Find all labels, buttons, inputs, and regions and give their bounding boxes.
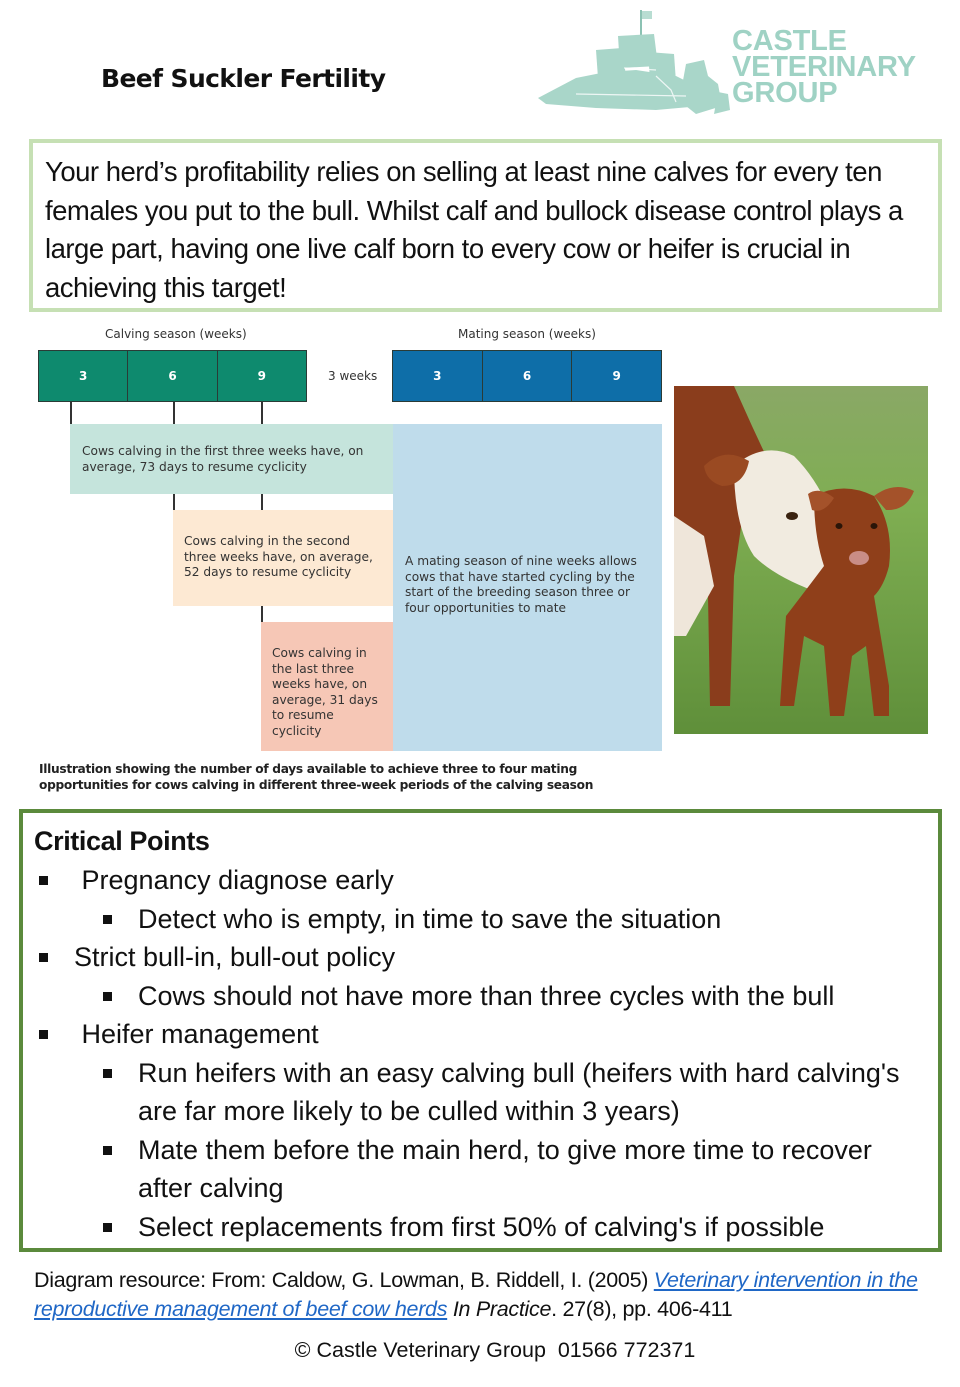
- second-three-weeks-note: Cows calving in the second three weeks have, on average, 52 days to resume cyclicity: [173, 510, 393, 606]
- mating-week-cell: 6: [483, 351, 573, 401]
- connector-line: [261, 402, 263, 424]
- list-item-text: Strict bull-in, bull-out policy: [74, 942, 396, 972]
- calving-season-label: Calving season (weeks): [105, 327, 247, 341]
- connector-line: [70, 402, 72, 424]
- last-three-weeks-note: Cows calving in the last three weeks have, on average, 31 days to resume cyclicity: [261, 622, 393, 751]
- list-item-text: Select replacements from first 50% of calving's if possible: [138, 1211, 825, 1242]
- square-bullet-icon: [103, 915, 112, 924]
- connector-line: [261, 606, 263, 622]
- cow-and-calf-photo: [674, 386, 928, 734]
- connector-line: [173, 402, 175, 424]
- list-item-text: Pregnancy diagnose early: [74, 865, 394, 895]
- list-item: [34, 1208, 927, 1247]
- footer-copyright: © Castle Veterinary Group 01566 772371: [294, 1338, 696, 1362]
- calving-season-bar: [38, 350, 307, 402]
- square-bullet-icon: [103, 1223, 112, 1232]
- list-item: [34, 900, 927, 939]
- critical-points-box: [19, 809, 942, 1252]
- diagram-caption: Illustration showing the number of days available to achieve three to four mating opportunities for cows calving in different three-week periods of the calving season: [39, 762, 594, 792]
- journal-name: In Practice: [452, 1297, 552, 1321]
- logo-line-castle: CASTLE: [732, 25, 847, 57]
- calving-week-cell: 6: [128, 351, 217, 401]
- square-bullet-icon: [39, 1030, 48, 1039]
- gap-label: 3 weeks: [328, 369, 378, 383]
- list-item-text: Cows should not have more than three cycles with the bull: [138, 980, 835, 1011]
- critical-points-list: [34, 861, 927, 1246]
- mating-season-note: A mating season of nine weeks allows cows that have started cycling by the start of the breeding season three or four opportunities to mate: [393, 424, 662, 751]
- castle-on-hill-icon: [536, 6, 736, 118]
- article-link[interactable]: Veterinary intervention in the reproductive management of beef cow herds: [34, 1268, 918, 1321]
- list-item-text: Detect who is empty, in time to save the situation: [138, 903, 722, 934]
- list-item-text: Heifer management: [74, 1019, 319, 1049]
- connector-line: [261, 494, 263, 510]
- square-bullet-icon: [103, 1146, 112, 1155]
- logo-wordmark: [732, 25, 916, 109]
- square-bullet-icon: [39, 876, 48, 885]
- diagram-source-citation: [34, 1266, 944, 1324]
- list-item: [34, 1015, 927, 1054]
- list-item-text: Run heifers with an easy calving bull (heifers with hard calving's are far more likely to be culled within 3 years): [138, 1057, 900, 1126]
- connector-line: [173, 494, 175, 510]
- calving-week-cell: 3: [39, 351, 128, 401]
- list-item: [34, 1054, 927, 1131]
- logo-line-group: GROUP: [732, 77, 838, 109]
- citation-prefix: Diagram resource: From: Caldow, G. Lowman, B. Riddell, I. (2005): [34, 1268, 654, 1292]
- citation-suffix: . 27(8), pp. 406-411: [551, 1297, 733, 1321]
- calving-week-cell: 9: [257, 369, 266, 383]
- square-bullet-icon: [39, 953, 48, 962]
- list-item-text: Mate them before the main herd, to give more time to recover after calving: [138, 1134, 872, 1203]
- square-bullet-icon: [103, 1069, 112, 1078]
- list-item: [34, 861, 927, 900]
- page-title: Beef Suckler Fertility: [101, 64, 386, 93]
- square-bullet-icon: [103, 992, 112, 1001]
- mating-week-cell: 3: [393, 351, 483, 401]
- first-three-weeks-note: Cows calving in the first three weeks have, on average, 73 days to resume cyclicity: [70, 424, 393, 494]
- mating-week-cell: 9: [612, 369, 621, 383]
- list-item: [34, 977, 927, 1016]
- mating-season-bar: [392, 350, 662, 402]
- list-item: [34, 938, 927, 977]
- mating-season-label: Mating season (weeks): [458, 327, 596, 341]
- logo-line-veterinary: VETERINARY: [732, 51, 916, 83]
- castle-veterinary-group-logo: [536, 6, 936, 118]
- list-item: [34, 1131, 927, 1208]
- intro-box: [29, 139, 942, 312]
- critical-points-title: Critical Points: [34, 826, 210, 856]
- intro-text: Your herd’s profitability relies on selling at least nine calves for every ten females you put to the bull. Whilst calf and bullock disease control plays a large part, having one live calf born to every cow or heifer is crucial in achieving this target!: [45, 156, 903, 303]
- calving-mating-diagram: [0, 320, 670, 800]
